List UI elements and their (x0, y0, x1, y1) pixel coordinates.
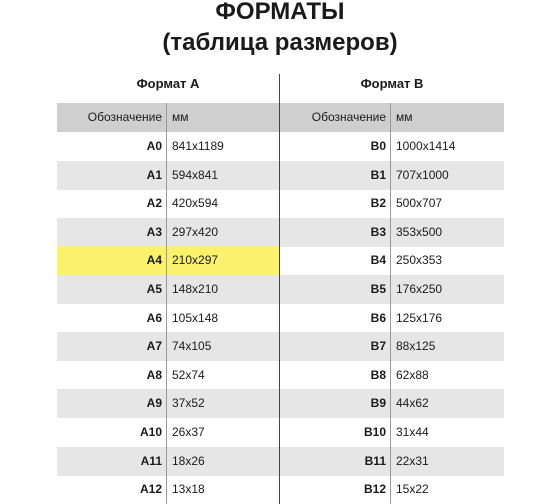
format-code: A5 (57, 275, 167, 304)
format-code: B11 (280, 447, 391, 476)
format-code: A12 (57, 475, 167, 504)
format-code: A0 (57, 132, 167, 161)
table-row (280, 332, 504, 361)
format-size: 22x31 (396, 453, 429, 468)
unit-header: мм (396, 110, 413, 124)
format-code: A9 (57, 389, 167, 418)
table-row (57, 332, 279, 361)
format-size: 37x52 (172, 396, 205, 411)
table-row (57, 447, 279, 476)
table-row (280, 246, 504, 275)
format-size: 1000x1414 (396, 139, 456, 153)
format-code: A2 (57, 189, 167, 218)
table-row (280, 361, 504, 390)
format-code: B12 (280, 475, 391, 504)
table-row (280, 418, 504, 447)
format-size: 176x250 (396, 282, 443, 296)
table-row (57, 218, 279, 247)
format-code: B0 (280, 132, 391, 161)
format-size: 125x176 (396, 310, 443, 325)
table-row (57, 389, 279, 418)
table-row (57, 475, 279, 504)
format-code: A10 (57, 418, 167, 447)
designation-header: Обозначение (280, 103, 391, 132)
format-code: B4 (280, 246, 391, 275)
format-size: 74x105 (172, 339, 212, 354)
table-row (57, 304, 279, 333)
designation-header: Обозначение (57, 103, 167, 132)
table-row (57, 132, 279, 161)
table-row (57, 189, 279, 218)
table-row (280, 218, 504, 247)
format-code: A7 (57, 332, 167, 361)
format-code: A3 (57, 218, 167, 247)
format-code: B10 (280, 418, 391, 447)
format-code: B6 (280, 304, 391, 333)
format-code: A1 (57, 161, 167, 190)
format-size: 420x594 (172, 196, 219, 211)
format-a-title: Формат А (136, 76, 200, 91)
table-row (280, 275, 504, 304)
format-size: 52x74 (172, 367, 205, 382)
table-row (57, 161, 279, 190)
format-a-header-row (57, 103, 279, 132)
format-code: A6 (57, 304, 167, 333)
format-code: A8 (57, 361, 167, 390)
table-row (280, 161, 504, 190)
format-code: A4 (57, 246, 167, 275)
format-code: A11 (57, 447, 167, 476)
format-size: 841x1189 (172, 139, 224, 153)
table-row (280, 475, 504, 504)
format-code: B7 (280, 332, 391, 361)
unit-header: мм (172, 110, 189, 124)
table-row (57, 246, 279, 275)
format-size: 500x707 (396, 196, 443, 211)
table-row (280, 447, 504, 476)
format-code: B3 (280, 218, 391, 247)
format-size: 210x297 (172, 253, 219, 268)
table-row (280, 132, 504, 161)
format-size: 297x420 (172, 224, 219, 239)
format-code: B1 (280, 161, 391, 190)
format-code: B5 (280, 275, 391, 304)
format-code: B8 (280, 361, 391, 390)
format-size: 707x1000 (396, 167, 449, 182)
format-size: 44x62 (396, 396, 429, 411)
page-subtitle: (таблица размеров) (162, 29, 398, 56)
format-size: 353x500 (396, 224, 443, 239)
format-size: 148x210 (172, 282, 219, 296)
table-row (280, 304, 504, 333)
format-code: B9 (280, 389, 391, 418)
table-row (57, 418, 279, 447)
table-row (57, 361, 279, 390)
format-size: 250x353 (396, 253, 443, 268)
format-code: B2 (280, 189, 391, 218)
format-size: 18x26 (172, 453, 205, 468)
table-row (57, 275, 279, 304)
format-size: 13x18 (172, 482, 205, 497)
table-row (280, 189, 504, 218)
format-size: 15x22 (396, 482, 429, 497)
format-size: 31x44 (396, 425, 429, 439)
format-size: 88x125 (396, 339, 436, 354)
format-size: 62x88 (396, 367, 429, 382)
page-title: ФОРМАТЫ (215, 0, 345, 25)
format-size: 105x148 (172, 310, 219, 325)
format-size: 26x37 (172, 425, 205, 439)
format-size: 594x841 (172, 167, 219, 182)
table-row (280, 389, 504, 418)
format-b-header-row (280, 103, 504, 132)
format-b-title: Формат В (360, 76, 424, 91)
